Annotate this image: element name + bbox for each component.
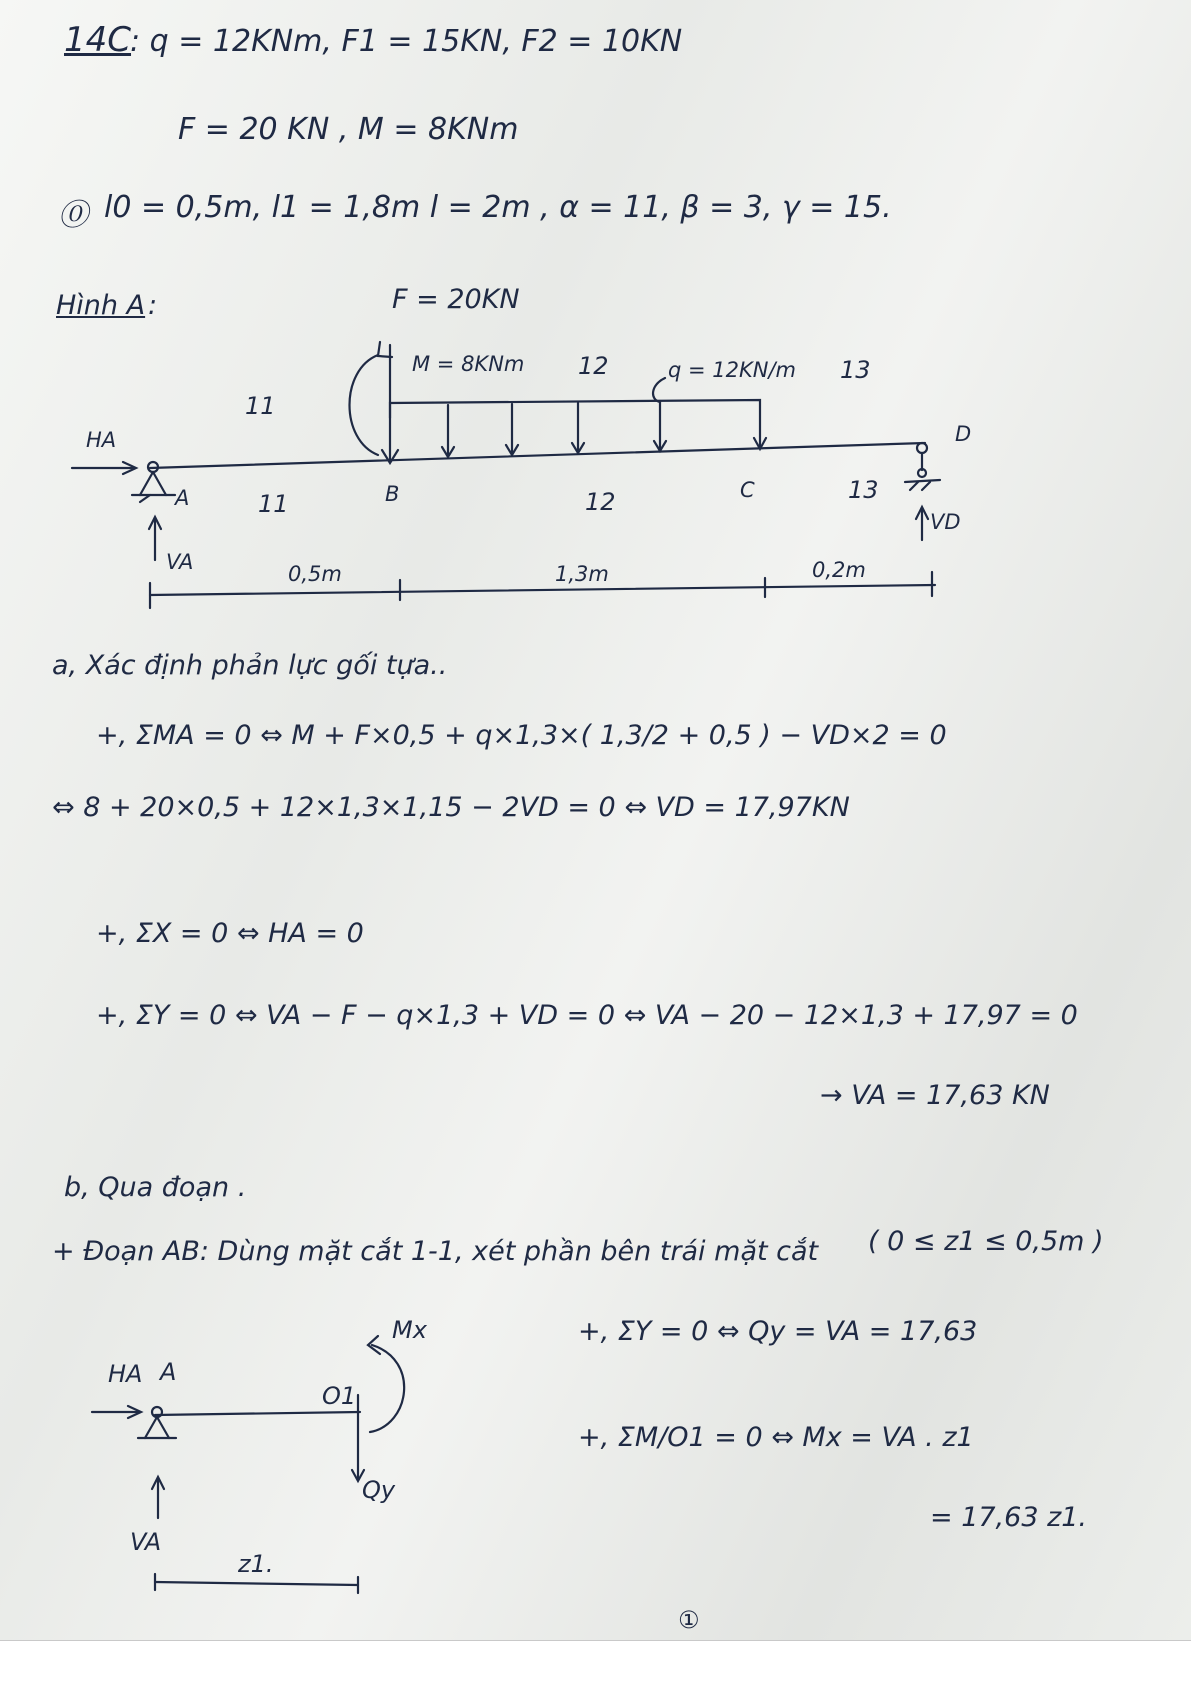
point-d-label: D xyxy=(955,422,972,446)
section-label-13-top: 13 xyxy=(840,356,871,384)
fbd-qy-label: Qy xyxy=(362,1476,396,1504)
equation-vd: ⇔ 8 + 20×0,5 + 12×1,3×1,15 − 2VD = 0 ⇔ VD = 17,97KN xyxy=(52,792,850,823)
section-label-12-bottom: 12 xyxy=(585,488,616,516)
problem-given-1: : q = 12KNm, F1 = 15KN, F2 = 10KN xyxy=(130,24,683,59)
dimension-label-1: 0,5m xyxy=(288,562,342,586)
segment-ab-range: ( 0 ≤ z1 ≤ 0,5m ) xyxy=(868,1226,1104,1257)
section-label-12-top: 12 xyxy=(578,352,609,380)
dimension-label-3: 0,2m xyxy=(812,558,866,582)
section-label-11-bottom: 11 xyxy=(258,490,289,518)
fbd-a-label: A xyxy=(160,1358,177,1386)
part-b-heading: b, Qua đoạn . xyxy=(64,1172,247,1203)
fbd-va-label: VA xyxy=(130,1528,162,1556)
bottom-strip xyxy=(0,1640,1191,1686)
point-b-label: B xyxy=(385,482,400,506)
va-label: VA xyxy=(166,550,194,574)
equation-sum-y: +, ΣY = 0 ⇔ VA − F − q×1,3 + VD = 0 ⇔ VA − 20 − 12×1,3 + 17,97 = 0 xyxy=(96,1000,1078,1031)
vd-label: VD xyxy=(930,510,961,534)
equation-qy: +, ΣY = 0 ⇔ Qy = VA = 17,63 xyxy=(578,1316,978,1347)
fbd-mx-label: Mx xyxy=(392,1316,427,1344)
page-number: ① xyxy=(678,1606,700,1634)
moment-m-label: M = 8KNm xyxy=(412,352,525,376)
fbd-o1-label: O1 xyxy=(322,1382,357,1410)
part-a-heading: a, Xác định phản lực gối tựa.. xyxy=(52,650,448,681)
figure-a-colon: : xyxy=(148,290,158,321)
fbd-z1-label: z1. xyxy=(238,1550,274,1578)
problem-given-2: F = 20 KN , M = 8KNm xyxy=(178,112,519,147)
dimension-label-2: 1,3m xyxy=(555,562,609,586)
equation-mx-result: = 17,63 z1. xyxy=(930,1502,1088,1533)
point-a-label: A xyxy=(175,486,190,510)
equation-sum-ma: +, ΣMA = 0 ⇔ M + F×0,5 + q×1,3×( 1,3/2 + 0,5 ) − VD×2 = 0 xyxy=(96,720,947,751)
ha-label: HA xyxy=(86,428,117,452)
equation-sum-x: +, ΣX = 0 ⇔ HA = 0 xyxy=(96,918,364,949)
problem-label: 14C xyxy=(64,20,132,60)
section-label-11-top: 11 xyxy=(245,392,276,420)
section-label-13-bottom: 13 xyxy=(848,476,879,504)
fbd-ha-label: HA xyxy=(108,1360,143,1388)
circle-marker: ⓪ xyxy=(58,198,88,233)
figure-a-title: Hình A xyxy=(56,290,146,321)
segment-line xyxy=(155,1412,360,1415)
equation-va-result: → VA = 17,63 KN xyxy=(820,1080,1050,1111)
segment-ab-intro: + Đoạn AB: Dùng mặt cắt 1-1, xét phần bên trái mặt cắt xyxy=(52,1236,819,1267)
problem-given-3: l0 = 0,5m, l1 = 1,8m l = 2m , α = 11, β = 3, γ = 15. xyxy=(104,190,892,225)
distributed-load-label: q = 12KN/m xyxy=(668,358,797,382)
equation-mx: +, ΣM/O1 = 0 ⇔ Mx = VA . z1 xyxy=(578,1422,974,1453)
point-c-label: C xyxy=(740,478,755,502)
force-f-label: F = 20KN xyxy=(392,284,520,315)
